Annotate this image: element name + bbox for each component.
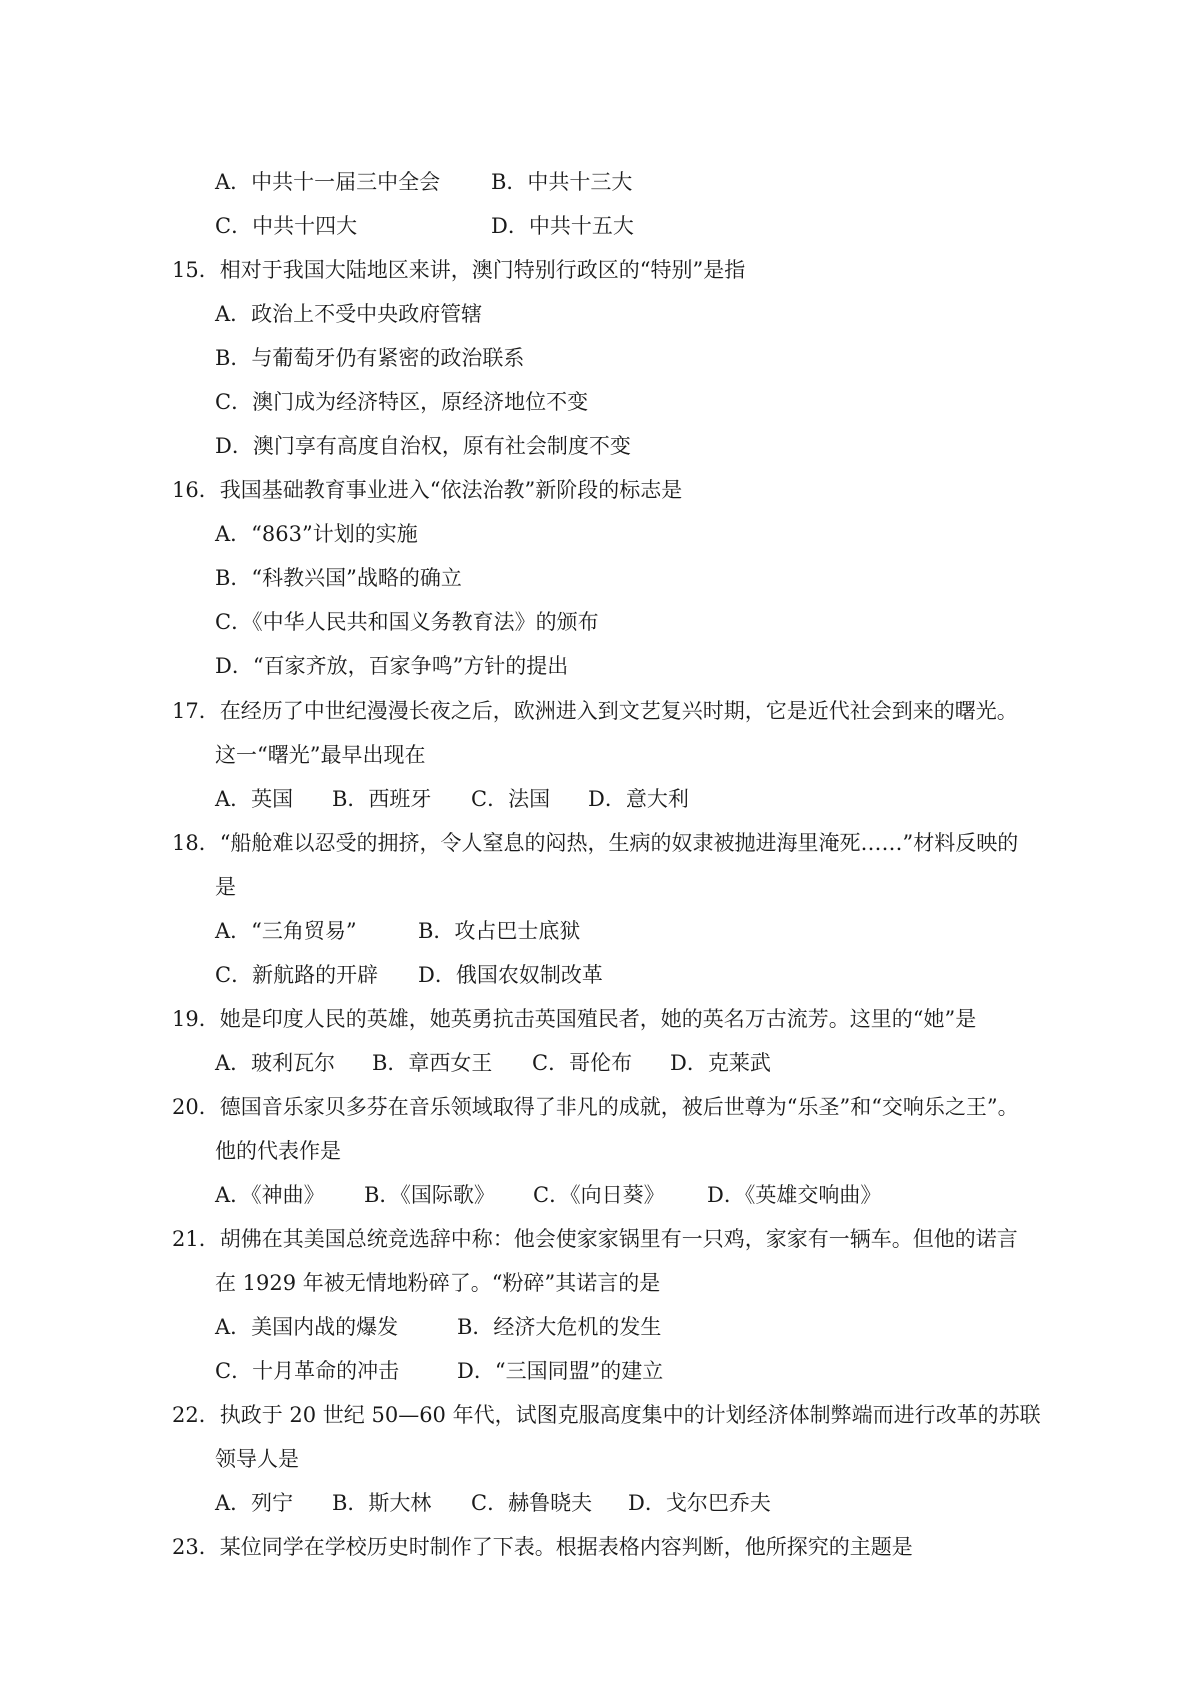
q21-stem: 21．胡佛在其美国总统竞选辞中称：他会使家家锅里有一只鸡，家家有一辆车。但他的诺言 (172, 1227, 1018, 1251)
q17-stem: 17．在经历了中世纪漫漫长夜之后，欧洲进入到文艺复兴时期，它是近代社会到来的曙光。 (172, 699, 1018, 723)
q15-option-d: D．澳门享有高度自治权，原有社会制度不变 (215, 434, 631, 458)
q16-option-a: A．“863”计划的实施 (215, 522, 418, 546)
q18-option-d: D．俄国农奴制改革 (418, 963, 603, 987)
q19-option-d: D．克莱武 (670, 1051, 771, 1075)
q21-option-a: A．美国内战的爆发 (215, 1315, 399, 1339)
q15-option-b: B．与葡萄牙仍有紧密的政治联系 (215, 346, 525, 370)
q19-option-c: C．哥伦布 (532, 1051, 633, 1075)
q14-option-c: C．中共十四大 (215, 214, 358, 238)
q21-option-b: B．经济大危机的发生 (457, 1315, 662, 1339)
q21-stem-cont: 在 1929 年被无情地粉碎了。“粉碎”其诺言的是 (215, 1271, 661, 1295)
q20-stem-cont: 他的代表作是 (215, 1139, 341, 1163)
q16-option-c: C．《中华人民共和国义务教育法》的颁布 (215, 610, 599, 634)
q15-stem: 15．相对于我国大陆地区来讲，澳门特别行政区的“特别”是指 (172, 258, 746, 282)
q18-option-c: C．新航路的开辟 (215, 963, 379, 987)
q23-stem: 23．某位同学在学校历史时制作了下表。根据表格内容判断，他所探究的主题是 (172, 1535, 913, 1559)
q20-option-b: B．《国际歌》 (364, 1183, 495, 1207)
q19-option-b: B．章西女王 (372, 1051, 493, 1075)
q14-option-b: B．中共十三大 (491, 170, 633, 194)
q22-option-d: D．戈尔巴乔夫 (628, 1491, 771, 1515)
q22-option-a: A．列宁 (215, 1491, 294, 1515)
q17-option-a: A．英国 (215, 787, 294, 811)
q15-option-a: A．政治上不受中央政府管辖 (215, 302, 483, 326)
q17-option-b: B．西班牙 (332, 787, 432, 811)
q21-option-c: C．十月革命的冲击 (215, 1359, 400, 1383)
q18-stem-cont: 是 (215, 875, 236, 899)
q20-option-d: D．《英雄交响曲》 (707, 1183, 882, 1207)
q22-option-c: C．赫鲁晓夫 (471, 1491, 593, 1515)
q19-option-a: A．玻利瓦尔 (215, 1051, 336, 1075)
q17-stem-cont: 这一“曙光”最早出现在 (215, 743, 426, 767)
q20-option-c: C．《向日葵》 (533, 1183, 665, 1207)
q16-option-b: B．“科教兴国”战略的确立 (215, 566, 462, 590)
q17-option-d: D．意大利 (588, 787, 689, 811)
q20-stem: 20．德国音乐家贝多芬在音乐领域取得了非凡的成就，被后世尊为“乐圣”和“交响乐之王”。 (172, 1095, 1019, 1119)
q21-option-d: D．“三国同盟”的建立 (457, 1359, 664, 1383)
q17-option-c: C．法国 (471, 787, 551, 811)
q22-option-b: B．斯大林 (332, 1491, 432, 1515)
q22-stem: 22．执政于 20 世纪 50—60 年代，试图克服高度集中的计划经济体制弊端而进行改革的苏联 (172, 1403, 1041, 1427)
q16-stem: 16．我国基础教育事业进入“依法治教”新阶段的标志是 (172, 478, 683, 502)
q14-option-a: A．中共十一届三中全会 (215, 170, 441, 194)
q18-stem: 18．“船舱难以忍受的拥挤，令人窒息的闷热，生病的奴隶被抛进海里淹死……”材料反映的 (172, 831, 1019, 855)
q18-option-b: B．攻占巴士底狱 (418, 919, 581, 943)
q16-option-d: D．“百家齐放，百家争鸣”方针的提出 (215, 654, 569, 678)
q20-option-a: A．《神曲》 (215, 1183, 325, 1207)
q18-option-a: A．“三角贸易” (215, 919, 357, 943)
q19-stem: 19．她是印度人民的英雄，她英勇抗击英国殖民者，她的英名万古流芳。这里的“她”是 (172, 1007, 977, 1031)
q22-stem-cont: 领导人是 (215, 1447, 299, 1471)
q15-option-c: C．澳门成为经济特区，原经济地位不变 (215, 390, 589, 414)
q14-option-d: D．中共十五大 (491, 214, 634, 238)
